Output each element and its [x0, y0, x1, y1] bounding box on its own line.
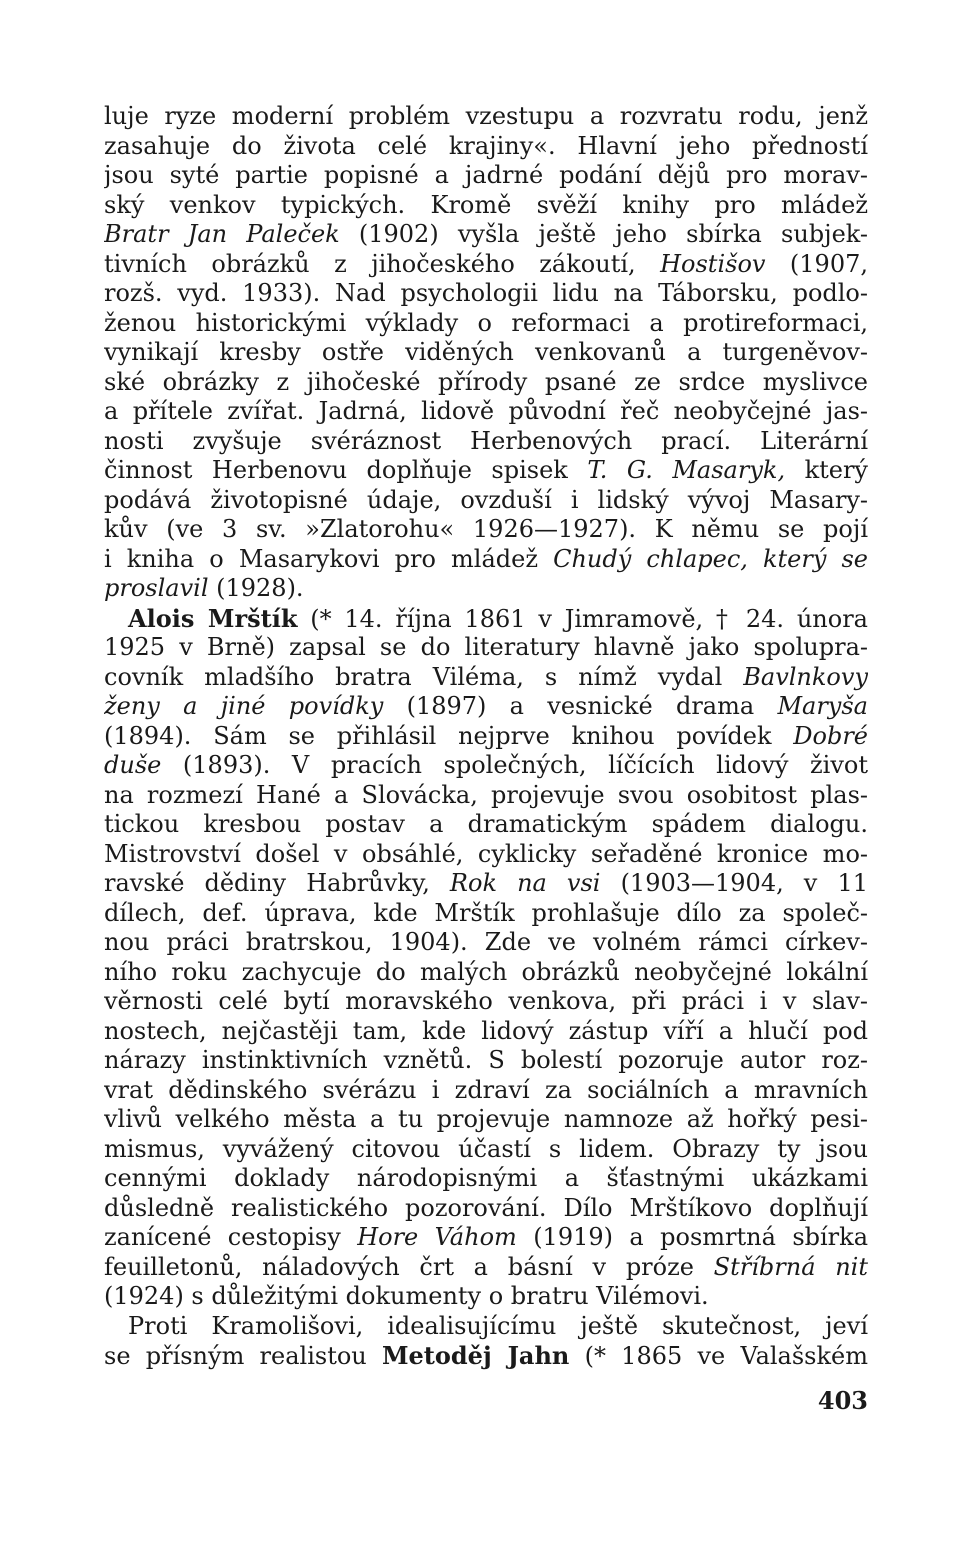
- text-line: [104, 545, 868, 575]
- text-line: [104, 987, 868, 1017]
- text-run: ravské dědiny Habrůvky,: [104, 869, 450, 897]
- text-run: (1894). Sám se přihlásil nejprve knihou povídek: [104, 721, 794, 750]
- text-line: [104, 692, 868, 722]
- text-run: ský venkov typických. Kromě svěží knihy pro mládež: [104, 190, 868, 219]
- text-line: [104, 722, 868, 752]
- text-run: vrat dědinského svérázu i zdraví za sociálních a mravních: [104, 1075, 868, 1104]
- text-run: nárazy instinktivních vznětů. S bolestí pozoruje autor roz-: [104, 1046, 868, 1074]
- text-run: se přísným realistou: [104, 1342, 382, 1370]
- text-line: [104, 781, 868, 811]
- text-run: nosti zvyšuje svéráznost Herbenových prací. Literární: [104, 426, 868, 455]
- italic-title: Rok na vsi: [449, 869, 601, 897]
- italic-title: proslavil: [104, 574, 209, 602]
- text-run: a přítele zvířat. Jadrná, lidově původní řeč neobyčejné jas-: [104, 397, 868, 425]
- text-run: (1893). V pracích společných, líčících lidový život: [161, 751, 868, 779]
- text-run: ního roku zachycuje do malých obrázků neobyčejné lokální: [104, 957, 868, 986]
- text-run: důsledně realistického pozorování. Dílo Mrštíkovo doplňují: [104, 1193, 868, 1222]
- text-run: vlivů velkého města a tu projevuje namnoze až hořký pesi-: [104, 1105, 868, 1133]
- text-line: [104, 663, 868, 693]
- text-line: [104, 1312, 868, 1342]
- text-line: [104, 1046, 868, 1076]
- italic-title: Stříbrná nit: [713, 1252, 868, 1281]
- text-line: [104, 220, 868, 250]
- text-run: (1907,: [765, 249, 868, 278]
- text-run: zanícené cestopisy: [104, 1223, 358, 1251]
- italic-title: duše: [104, 751, 162, 779]
- text-line: [104, 515, 868, 545]
- bold-name: Metoděj Jahn: [381, 1341, 570, 1370]
- text-line: [104, 869, 868, 899]
- text-run: tivních obrázků z jihočeského zákoutí,: [104, 249, 661, 278]
- text-line: [104, 486, 868, 516]
- text-line: [104, 751, 868, 781]
- text-run: (1897) a vesnické drama: [383, 692, 778, 720]
- text-line: [104, 368, 868, 398]
- text-run: (* 14. října 1861 v Jimramově, † 24. února: [297, 604, 868, 633]
- text-run: kův (ve 3 sv. »Zlatorohu« 1926—1927). K němu se pojí: [104, 515, 868, 543]
- text-line: [104, 279, 868, 309]
- body-text: [104, 102, 868, 1371]
- italic-title: Dobré: [793, 721, 868, 750]
- text-line: [104, 102, 868, 132]
- text-line: [104, 604, 868, 634]
- italic-title: ženy a jiné povídky: [104, 692, 384, 720]
- text-run: (1919) a posmrtná sbírka: [516, 1223, 868, 1251]
- text-line: [104, 1076, 868, 1106]
- text-line: [104, 338, 868, 368]
- text-line: [104, 1105, 868, 1135]
- text-line: [104, 899, 868, 929]
- text-run: jsou syté partie popisné a jadrné podání dějů pro morav-: [104, 161, 868, 189]
- text-line: [104, 928, 868, 958]
- italic-title: Maryša: [777, 692, 868, 720]
- text-run: Mistrovství došel v obsáhlé, cyklicky seřaděné kronice mo-: [104, 839, 868, 868]
- text-line: [104, 1282, 868, 1312]
- text-line: [104, 574, 868, 604]
- text-line: [104, 132, 868, 162]
- text-line: [104, 1135, 868, 1165]
- text-line: [104, 191, 868, 221]
- text-run: feuilletonů, náladových črt a básní v próze: [104, 1252, 714, 1281]
- bold-name: Alois Mrštík: [128, 603, 298, 633]
- text-run: zasahuje do života celé krajiny«. Hlavní jeho předností: [104, 131, 868, 160]
- text-run: rozš. vyd. 1933). Nad psychologii lidu na Táborsku, podlo-: [104, 279, 868, 307]
- italic-title: T. G. Masaryk,: [587, 456, 786, 484]
- text-run: který: [785, 456, 868, 484]
- text-line: [104, 1164, 868, 1194]
- page-number: 403: [817, 1386, 868, 1415]
- text-line: [104, 397, 868, 427]
- text-run: vynikají kresby ostře viděných venkovanů a turgeněvov-: [104, 338, 868, 366]
- text-run: (1903—1904, v 11: [600, 869, 868, 897]
- text-run: ské obrázky z jihočeské přírody psané ze srdce myslivce: [104, 367, 868, 396]
- text-line: [104, 840, 868, 870]
- text-line: [104, 1194, 868, 1224]
- text-run: (1924) s důležitými dokumenty o bratru Vilémovi.: [104, 1282, 709, 1310]
- text-line: [104, 456, 868, 486]
- text-run: nou práci bratrskou, 1904). Zde ve volném rámci církev-: [104, 928, 868, 956]
- italic-title: Bratr Jan Paleček: [104, 220, 340, 248]
- text-run: činnost Herbenovu doplňuje spisek: [104, 456, 588, 484]
- text-run: i kniha o Masarykovi pro mládež: [104, 544, 554, 573]
- text-run: dílech, def. úprava, kde Mrštík prohlašuje dílo za společ-: [104, 898, 868, 927]
- italic-title: Bavlnkovy: [743, 662, 868, 691]
- italic-title: Hostišov: [660, 249, 766, 278]
- text-run: (1902) vyšla ještě jeho sbírka subjek-: [339, 220, 868, 248]
- text-line: [104, 1341, 868, 1371]
- text-line: [104, 810, 868, 840]
- text-line: [104, 1253, 868, 1283]
- text-line: [104, 1017, 868, 1047]
- text-line: [104, 1223, 868, 1253]
- text-run: nostech, nejčastěji tam, kde lidový zástup víří a hlučí pod: [104, 1016, 868, 1045]
- text-run: mismus, vyvážený citovou účastí s lidem. Obrazy ty jsou: [104, 1134, 868, 1163]
- text-line: [104, 427, 868, 457]
- text-line: [104, 958, 868, 988]
- italic-title: Hore Váhom: [357, 1223, 517, 1251]
- text-run: 1925 v Brně) zapsal se do literatury hlavně jako spolupra-: [104, 633, 868, 661]
- text-run: věrnosti celé bytí moravského venkova, při práci i v slav-: [104, 987, 868, 1015]
- text-run: luje ryze moderní problém vzestupu a rozvratu rodu, jenž: [104, 102, 868, 130]
- text-line: [104, 250, 868, 280]
- text-run: na rozmezí Hané a Slovácka, projevuje svou osobitost plas-: [104, 780, 868, 809]
- italic-title: Chudý chlapec, který se: [553, 544, 868, 573]
- text-line: [104, 633, 868, 663]
- text-run: podává životopisné údaje, ovzduší i lidský vývoj Masary-: [104, 485, 868, 514]
- text-run: Proti Kramolišovi, idealisujícímu ještě skutečnost, jeví: [128, 1311, 868, 1340]
- text-run: (1928).: [208, 574, 304, 602]
- text-line: [104, 309, 868, 339]
- text-run: covník mladšího bratra Viléma, s nímž vydal: [104, 662, 744, 691]
- text-run: (* 1865 ve Valašském: [569, 1342, 868, 1370]
- text-run: ženou historickými výklady o reformaci a protireformaci,: [104, 308, 868, 337]
- text-run: cennými doklady národopisnými a šťastnými ukázkami: [104, 1164, 868, 1192]
- text-run: tickou kresbou postav a dramatickým spádem dialogu.: [104, 810, 868, 838]
- text-line: [104, 161, 868, 191]
